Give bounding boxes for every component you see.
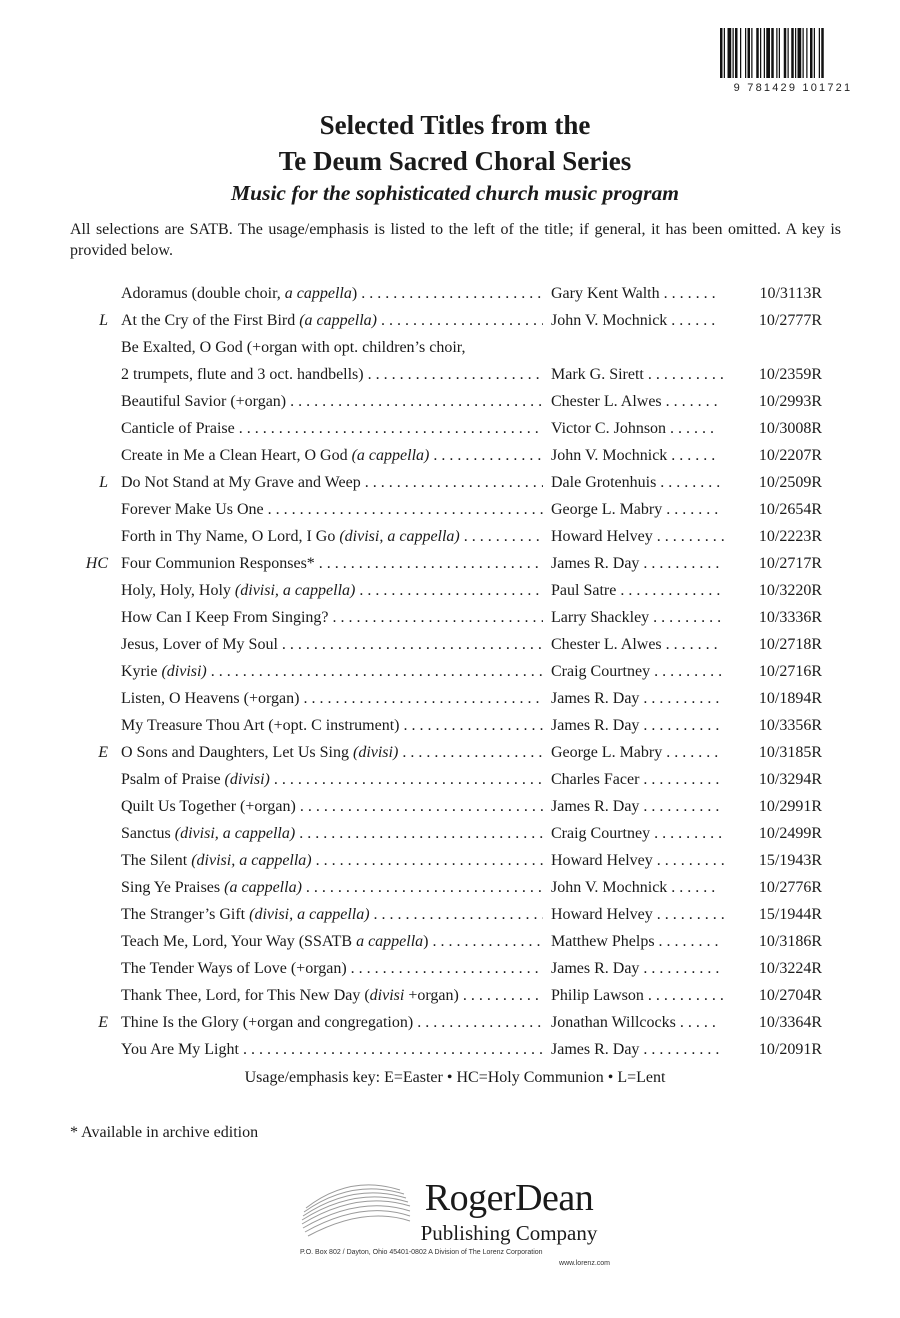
choral-title-text: At the Cry of the First Bird xyxy=(121,312,300,329)
choral-title-performance-note: a cappella xyxy=(284,285,352,302)
composer: Paul Satre . . . . . . . . . . . . . xyxy=(551,582,721,599)
list-item xyxy=(70,334,830,388)
composer: Chester L. Alwes . . . . . . . xyxy=(551,636,718,653)
choral-title-line1: Be Exalted, O God (+organ with opt. children’s choir, xyxy=(121,339,466,356)
composer: Howard Helvey . . . . . . . . . xyxy=(551,528,725,545)
barcode-bar xyxy=(771,28,774,78)
catalog-number: 10/3186R xyxy=(758,933,822,950)
barcode-bar xyxy=(798,28,802,78)
composer: Mark G. Sirett . . . . . . . . . . xyxy=(551,366,724,383)
choral-title xyxy=(121,955,543,982)
list-item xyxy=(70,901,830,928)
list-item xyxy=(70,1009,830,1036)
catalog-number: 10/2359R xyxy=(758,366,822,383)
archive-footnote: * Available in archive edition xyxy=(70,1124,259,1141)
choral-title xyxy=(121,280,543,307)
publisher-name-dean: Dean xyxy=(515,1177,594,1219)
list-item xyxy=(70,577,830,604)
usage-code: E xyxy=(98,744,108,761)
list-item xyxy=(70,766,830,793)
choral-title-suffix: ) xyxy=(351,285,358,302)
usage-code: E xyxy=(98,1014,108,1031)
composer: John V. Mochnick . . . . . . xyxy=(551,312,716,329)
choral-title-text: Listen, O Heavens (+organ) xyxy=(121,690,300,707)
list-item xyxy=(70,523,830,550)
catalog-number: 10/3356R xyxy=(758,717,822,734)
barcode-bar xyxy=(720,28,723,78)
usage-code: L xyxy=(99,312,108,329)
composer: Larry Shackley . . . . . . . . . xyxy=(551,609,722,626)
list-item xyxy=(70,307,830,334)
choral-title xyxy=(121,523,543,550)
barcode-bar xyxy=(764,28,765,78)
choral-title-text: Beautiful Savior (+organ) xyxy=(121,393,287,410)
catalog-number: 10/3220R xyxy=(758,582,822,599)
catalog-number: 10/2207R xyxy=(758,447,822,464)
choral-title xyxy=(121,442,543,469)
list-item xyxy=(70,658,830,685)
catalog-number: 10/1894R xyxy=(758,690,822,707)
catalog-number: 10/3294R xyxy=(758,771,822,788)
barcode-bar xyxy=(724,28,725,78)
page-title-line2: Te Deum Sacred Choral Series xyxy=(278,146,632,176)
list-item xyxy=(70,631,830,658)
barcode xyxy=(718,28,868,102)
choral-title xyxy=(121,1036,543,1063)
choral-title-performance-note: (divisi) xyxy=(352,744,399,761)
choral-title xyxy=(121,604,543,631)
catalog-number: 10/3224R xyxy=(758,960,822,977)
choral-title-performance-note: (divisi) xyxy=(224,771,270,788)
choral-title-text: Teach Me, Lord, Your Way (SSATB xyxy=(121,933,357,950)
composer: James R. Day . . . . . . . . . . xyxy=(551,690,720,707)
catalog-number: 10/2091R xyxy=(758,1041,822,1058)
barcode-bar xyxy=(791,28,794,78)
choral-title-text: Psalm of Praise xyxy=(121,771,225,788)
barcode-bar xyxy=(819,28,820,78)
barcode-bars xyxy=(718,28,868,80)
choral-title-performance-note: a cappella xyxy=(356,933,424,950)
barcode-bar xyxy=(745,28,746,78)
choral-title xyxy=(121,847,543,874)
composer: George L. Mabry . . . . . . . xyxy=(551,501,719,518)
list-item xyxy=(70,982,830,1009)
barcode-bar xyxy=(728,28,732,78)
choral-title-text: Forever Make Us One xyxy=(121,501,264,518)
choral-title-suffix: +organ) xyxy=(404,987,459,1004)
publisher-subtitle: Publishing Company xyxy=(420,1221,598,1245)
composer: Craig Courtney . . . . . . . . . xyxy=(551,663,723,680)
barcode-bar xyxy=(806,28,807,78)
choral-title-text: The Silent xyxy=(121,852,192,869)
choral-title-performance-note: divisi xyxy=(369,987,405,1004)
barcode-bar xyxy=(821,28,824,78)
composer: Victor C. Johnson . . . . . . xyxy=(551,420,715,437)
barcode-bar xyxy=(756,28,759,78)
barcode-bar xyxy=(803,28,804,78)
list-item xyxy=(70,442,830,469)
choral-title xyxy=(121,334,543,388)
catalog-number: 10/3008R xyxy=(758,420,822,437)
barcode-bar xyxy=(751,28,752,78)
choral-title xyxy=(121,631,543,658)
choral-title xyxy=(121,415,543,442)
list-item xyxy=(70,604,830,631)
list-item xyxy=(70,388,830,415)
publisher-name-roger: Roger xyxy=(424,1177,516,1219)
catalog-number: 10/3113R xyxy=(759,285,822,302)
composer: James R. Day . . . . . . . . . . xyxy=(551,798,720,815)
list-item xyxy=(70,1036,830,1063)
list-item xyxy=(70,496,830,523)
catalog-number: 10/2654R xyxy=(758,501,822,518)
choral-title xyxy=(121,469,543,496)
catalog-number: 10/2716R xyxy=(758,663,822,680)
composer: Matthew Phelps . . . . . . . . xyxy=(551,933,719,950)
composer: George L. Mabry . . . . . . . xyxy=(551,744,719,761)
composer: James R. Day . . . . . . . . . . xyxy=(551,555,720,572)
list-item xyxy=(70,847,830,874)
choral-title xyxy=(121,712,543,739)
barcode-bar xyxy=(733,28,734,78)
choral-title xyxy=(121,388,543,415)
list-item xyxy=(70,955,830,982)
composer: Gary Kent Walth . . . . . . . xyxy=(551,285,716,302)
usage-code: L xyxy=(99,474,108,491)
choral-title xyxy=(121,307,543,334)
choral-title-line2: 2 trumpets, flute and 3 oct. handbells) . . . xyxy=(121,361,543,388)
list-item xyxy=(70,874,830,901)
composer: Howard Helvey . . . . . . . . . xyxy=(551,852,725,869)
choral-title-text: O Sons and Daughters, Let Us Sing xyxy=(121,744,353,761)
composer: Philip Lawson . . . . . . . . . . xyxy=(551,987,724,1004)
choral-title-text: The Stranger’s Gift xyxy=(121,906,250,923)
choral-title-text: Thine Is the Glory (+organ and congregation) xyxy=(121,1014,414,1031)
choral-title-performance-note: (divisi, a cappella) xyxy=(249,906,370,923)
catalog-number: 10/2718R xyxy=(758,636,822,653)
catalog-number: 10/3185R xyxy=(758,744,822,761)
barcode-bar xyxy=(795,28,796,78)
choral-title xyxy=(121,793,543,820)
list-item xyxy=(70,793,830,820)
composer: Howard Helvey . . . . . . . . . xyxy=(551,906,725,923)
list-item xyxy=(70,280,830,307)
publisher-logo-text xyxy=(0,1176,900,1220)
choral-title xyxy=(121,901,543,928)
choral-title-performance-note: (divisi, a cappella) xyxy=(339,528,460,545)
usage-code: HC xyxy=(85,555,108,572)
choral-title-text: Four Communion Responses* xyxy=(121,555,315,572)
composer: Dale Grotenhuis . . . . . . . . xyxy=(551,474,721,491)
choral-title xyxy=(121,739,543,766)
choral-title-performance-note: (a cappella) xyxy=(351,447,430,464)
list-item xyxy=(70,739,830,766)
catalog-number: 15/1944R xyxy=(758,906,822,923)
choral-title-text: Canticle of Praise xyxy=(121,420,235,437)
choral-title-text: Sanctus xyxy=(121,825,175,842)
choral-title-performance-note: (divisi) xyxy=(161,663,207,680)
choral-title xyxy=(121,766,543,793)
choral-title-text: Forth in Thy Name, O Lord, I Go xyxy=(121,528,340,545)
choral-title-text: Do Not Stand at My Grave and Weep xyxy=(121,474,361,491)
barcode-bar xyxy=(810,28,813,78)
page-title-line1: Selected Titles from the xyxy=(319,110,591,140)
list-item xyxy=(70,550,830,577)
publisher-website: www.lorenz.com xyxy=(559,1260,610,1267)
catalog-number: 10/2993R xyxy=(758,393,822,410)
choral-title xyxy=(121,658,543,685)
choral-title-text: Adoramus (double choir, xyxy=(121,285,285,302)
choral-title-performance-note: (divisi, a cappella) xyxy=(174,825,296,842)
barcode-bar xyxy=(735,28,738,78)
list-item xyxy=(70,928,830,955)
choral-title-text: You Are My Light xyxy=(121,1041,239,1058)
choral-title-text: Jesus, Lover of My Soul xyxy=(121,636,278,653)
composer: Charles Facer . . . . . . . . . . xyxy=(551,771,720,788)
catalog-number: 10/2991R xyxy=(758,798,822,815)
choral-title-text: Kyrie xyxy=(121,663,162,680)
choral-title xyxy=(121,550,543,577)
list-item xyxy=(70,415,830,442)
title-list xyxy=(70,280,830,1063)
catalog-number: 10/2704R xyxy=(758,987,822,1004)
choral-title-text: Sing Ye Praises xyxy=(121,879,225,896)
barcode-bar xyxy=(788,28,789,78)
choral-title-text: Thank Thee, Lord, for This New Day ( xyxy=(121,987,370,1004)
catalog-number: 10/2717R xyxy=(758,555,822,572)
choral-title xyxy=(121,685,543,712)
choral-title xyxy=(121,577,543,604)
composer: John V. Mochnick . . . . . . xyxy=(551,447,716,464)
choral-title-performance-note: (a cappella) xyxy=(299,312,377,329)
composer: Chester L. Alwes . . . . . . . xyxy=(551,393,718,410)
barcode-bar xyxy=(740,28,741,78)
list-item xyxy=(70,712,830,739)
choral-title-performance-note: (a cappella) xyxy=(224,879,302,896)
choral-title-text: Create in Me a Clean Heart, O God xyxy=(121,447,352,464)
choral-title xyxy=(121,1009,543,1036)
usage-key: Usage/emphasis key: E=Easter • HC=Holy Communion • L=Lent xyxy=(244,1069,666,1086)
barcode-bar xyxy=(766,28,770,78)
choral-title-text: The Tender Ways of Love (+organ) xyxy=(121,960,347,977)
choral-title-performance-note: (divisi, a cappella) xyxy=(234,582,356,599)
barcode-bar xyxy=(779,28,780,78)
barcode-number: 9 781429 101721 xyxy=(733,82,853,94)
catalog-number: 10/3336R xyxy=(758,609,822,626)
catalog-number: 15/1943R xyxy=(758,852,822,869)
catalog-number: 10/2509R xyxy=(758,474,822,491)
composer: James R. Day . . . . . . . . . . xyxy=(551,1041,720,1058)
list-item xyxy=(70,820,830,847)
catalog-number: 10/2223R xyxy=(758,528,822,545)
choral-title-performance-note: (divisi, a cappella) xyxy=(191,852,312,869)
composer: John V. Mochnick . . . . . . xyxy=(551,879,716,896)
catalog-number: 10/2776R xyxy=(758,879,822,896)
composer: James R. Day . . . . . . . . . . xyxy=(551,717,720,734)
composer: James R. Day . . . . . . . . . . xyxy=(551,960,720,977)
catalog-number: 10/2499R xyxy=(758,825,822,842)
barcode-bar xyxy=(784,28,787,78)
choral-title-text: How Can I Keep From Singing? xyxy=(121,609,329,626)
choral-title xyxy=(121,982,543,1009)
catalog-number: 10/2777R xyxy=(758,312,822,329)
list-item xyxy=(70,685,830,712)
list-item xyxy=(70,469,830,496)
publisher-address: P.O. Box 802 / Dayton, Ohio 45401-0802 A Division of The Lorenz Corporation xyxy=(300,1249,543,1256)
choral-title-text: My Treasure Thou Art (+opt. C instrument) xyxy=(121,717,400,734)
barcode-bar xyxy=(814,28,815,78)
choral-title xyxy=(121,928,543,955)
barcode-bar xyxy=(748,28,751,78)
choral-title-suffix: ) xyxy=(423,933,429,950)
choral-title xyxy=(121,820,543,847)
composer: Jonathan Willcocks . . . . . xyxy=(551,1014,716,1031)
composer: Craig Courtney . . . . . . . . . xyxy=(551,825,723,842)
page-subtitle: Music for the sophisticated church music program xyxy=(231,181,679,205)
choral-title xyxy=(121,496,543,523)
barcode-bar xyxy=(760,28,761,78)
choral-title-text: Quilt Us Together (+organ) xyxy=(121,798,296,815)
choral-title xyxy=(121,874,543,901)
barcode-bar xyxy=(776,28,777,78)
choral-title-text: Holy, Holy, Holy xyxy=(121,582,235,599)
catalog-number: 10/3364R xyxy=(758,1014,822,1031)
intro-paragraph: All selections are SATB. The usage/emphasis is listed to the left of the title; if general, it has been omitted. A key is provided below. xyxy=(70,221,841,259)
